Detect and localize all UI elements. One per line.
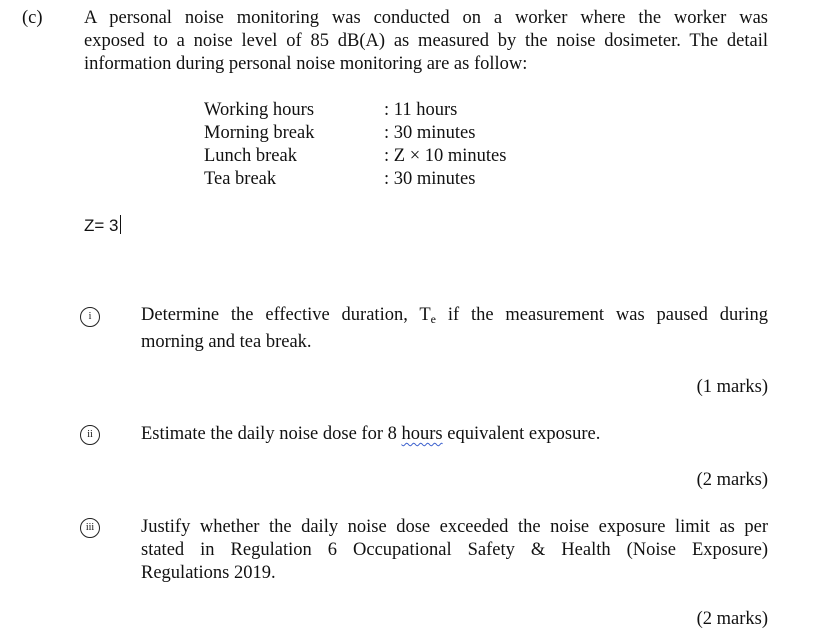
schedule-value-working-hours: : 11 hours	[384, 100, 458, 120]
text-caret	[120, 215, 121, 234]
part-iii-marks: (2 marks)	[696, 609, 768, 629]
part-i-line1: Determine the effective duration, T	[141, 305, 431, 325]
part-i-subscript: e	[430, 312, 436, 326]
part-i-line2: morning and tea break.	[141, 332, 312, 352]
schedule-label-tea-break: Tea break	[204, 169, 277, 189]
part-i-line1-end: if the measurement was paused during	[435, 305, 768, 325]
schedule-value-tea-break: : 30 minutes	[384, 169, 476, 189]
part-ii-text	[141, 423, 600, 446]
intro-paragraph	[84, 7, 768, 76]
part-ii-numeral: ii	[80, 425, 100, 445]
part-i-numeral: i	[80, 307, 100, 327]
intro-line-1: A personal noise monitoring was conducted on a worker where the worker was	[84, 8, 768, 28]
part-ii-text-before: Estimate the daily noise dose for 8	[141, 424, 402, 444]
part-i-text	[141, 304, 768, 354]
part-i-marks: (1 marks)	[696, 377, 768, 397]
part-ii-flagged-word[interactable]: hours	[401, 424, 443, 444]
z-value-text: Z= 3	[84, 216, 119, 235]
z-value-input[interactable]	[84, 214, 121, 237]
intro-line-3: information during personal noise monitoring are as follow:	[84, 54, 528, 74]
part-ii-marks: (2 marks)	[696, 470, 768, 490]
intro-line-2: exposed to a noise level of 85 dB(A) as measured by the noise dosimeter. The detail	[84, 31, 768, 51]
schedule-label-lunch-break: Lunch break	[204, 146, 297, 166]
part-ii-text-after: equivalent exposure.	[442, 424, 601, 444]
schedule-value-morning-break: : 30 minutes	[384, 123, 476, 143]
question-label: (c)	[22, 8, 43, 28]
schedule-label-working-hours: Working hours	[204, 100, 315, 120]
part-iii-numeral: iii	[80, 518, 100, 538]
part-iii-line2: stated in Regulation 6 Occupational Safety & Health (Noise Exposure)	[141, 540, 768, 560]
part-iii-text	[141, 516, 768, 585]
schedule-value-lunch-break: : Z × 10 minutes	[384, 146, 507, 166]
part-iii-line3: Regulations 2019.	[141, 563, 276, 583]
schedule-label-morning-break: Morning break	[204, 123, 315, 143]
part-iii-line1: Justify whether the daily noise dose exceeded the noise exposure limit as per	[141, 517, 768, 537]
